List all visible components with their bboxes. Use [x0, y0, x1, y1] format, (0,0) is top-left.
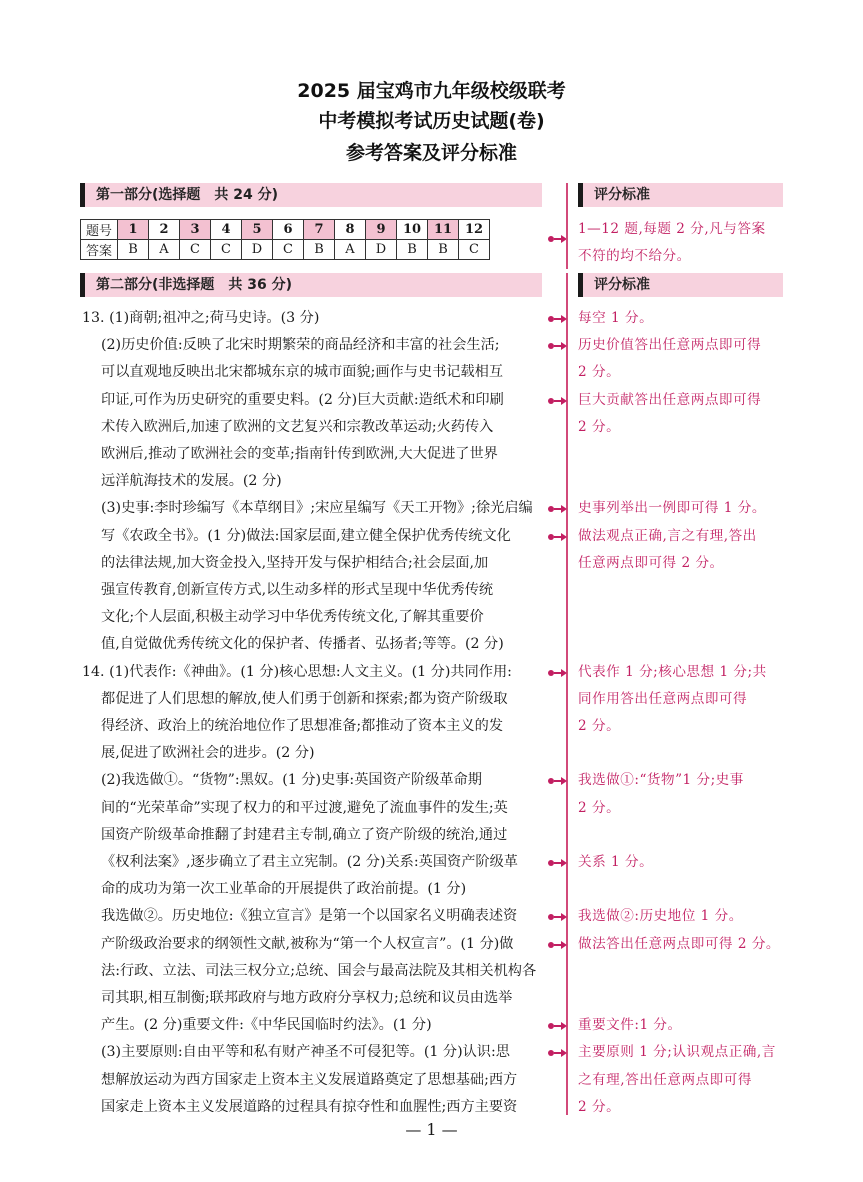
answer-cell: A — [149, 240, 180, 260]
answer-line: 国资产阶级革命推翻了封建君主专制,确立了资产阶级的统治,通过 — [101, 826, 508, 843]
note-arrow — [548, 777, 568, 785]
scoring-note — [578, 305, 788, 332]
answer-line: 《权利法案》,逐步确立了君主立宪制。(2 分)关系:英国资产阶级革 — [101, 854, 518, 871]
answer-line: 术传入欧洲后,加速了欧洲的文艺复兴和宗教改革运动;火药传入 — [101, 418, 494, 435]
note-arrow — [548, 235, 568, 243]
scoring-note — [578, 387, 788, 441]
question-number-cell: 4 — [211, 220, 242, 240]
scoring-note-line: 做法观点正确,言之有理,答出 — [578, 527, 757, 544]
part2-side-title: 评分标准 — [594, 277, 650, 293]
scoring-note — [578, 1012, 788, 1039]
part2-side-header — [578, 273, 783, 297]
part1-side-header — [578, 183, 783, 207]
note-line: 不符的均不给分。 — [578, 248, 691, 265]
scoring-note-line: 做法答出任意两点即可得 2 分。 — [578, 935, 781, 952]
answer-line: (3)主要原则:自由平等和私有财产神圣不可侵犯等。(1 分)认识:思 — [101, 1044, 510, 1061]
answer-line: 法:行政、立法、司法三权分立;总统、国会与最高法院及其相关机构各 — [101, 962, 537, 979]
scoring-note-line: 之有理,答出任意两点即可得 — [578, 1071, 752, 1088]
answer-line: 远洋航海技术的发展。(2 分) — [101, 473, 282, 490]
scoring-note-line: 任意两点即可得 2 分。 — [578, 554, 724, 571]
part2-title: 第二部分(非选择题 共 36 分) — [96, 277, 293, 293]
scoring-note — [578, 931, 788, 958]
answer-line: 写《农政全书》。(1 分)做法:国家层面,建立健全保护优秀传统文化 — [101, 527, 511, 544]
note-arrow — [548, 1049, 568, 1057]
scoring-note — [578, 1039, 788, 1121]
question-number-cell: 2 — [149, 220, 180, 240]
scoring-note — [578, 849, 788, 876]
scoring-note-line: 我选做②:历史地位 1 分。 — [578, 908, 743, 925]
scoring-note-line: 关系 1 分。 — [578, 854, 654, 870]
scoring-note-line: 2 分。 — [578, 718, 621, 734]
answer-cell: B — [304, 240, 335, 260]
answer-cell: C — [273, 240, 304, 260]
answer-cell: D — [242, 240, 273, 260]
question-number-cell: 11 — [428, 220, 459, 240]
note-arrow — [548, 913, 568, 921]
scoring-note — [578, 903, 788, 930]
scoring-note-line: 2 分。 — [578, 418, 621, 435]
answer-line: 值,自觉做优秀传统文化的保护者、传播者、弘扬者;等等。(2 分) — [101, 636, 504, 653]
scoring-note-line: 同作用答出任意两点即可得 — [578, 690, 748, 707]
row-label-answer: 答案 — [81, 240, 118, 260]
answer-line: 文化;个人层面,积极主动学习中华优秀传统文化,了解其重要价 — [101, 609, 484, 626]
note-arrow — [548, 315, 568, 323]
exam-title-line1: 2025 届宝鸡市九年级校级联考 — [297, 80, 566, 102]
part1-side-title: 评分标准 — [594, 187, 650, 203]
scoring-note — [578, 495, 788, 522]
scoring-note — [578, 332, 788, 386]
answer-cell: B — [397, 240, 428, 260]
answer-cell: B — [118, 240, 149, 260]
answer-line: 强宣传教育,创新宣传方式,以生动多样的形式呈现中华优秀传统 — [101, 582, 494, 599]
part2-header — [80, 273, 542, 297]
scoring-note-line: 主要原则 1 分;认识观点正确,言 — [578, 1044, 776, 1061]
scoring-note-line: 代表作 1 分;核心思想 1 分;共 — [578, 663, 767, 680]
answer-line: 欧洲后,推动了欧洲社会的变革;指南针传到欧洲,大大促进了世界 — [101, 446, 498, 463]
answer-line: 国家走上资本主义发展道路的过程具有掠夺性和血腥性;西方主要资 — [101, 1098, 518, 1115]
question-number-cell: 5 — [242, 220, 273, 240]
scoring-note — [578, 767, 788, 821]
note-arrow — [548, 859, 568, 867]
answer-cell: B — [428, 240, 459, 260]
divider-line-top — [566, 183, 568, 269]
answer-line: 印证,可作为历史研究的重要史料。(2 分)巨大贡献:造纸术和印刷 — [101, 391, 504, 408]
question-number-cell: 9 — [366, 220, 397, 240]
answer-line: 展,促进了欧洲社会的进步。(2 分) — [101, 745, 315, 762]
row-label-number: 题号 — [81, 220, 118, 240]
exam-title-line3: 参考答案及评分标准 — [345, 142, 517, 164]
answer-line: 间的“光荣革命”实现了权力的和平过渡,避免了流血事件的发生;英 — [101, 799, 508, 816]
scoring-note — [578, 659, 788, 741]
answer-line: 都促进了人们思想的解放,使人们勇于创新和探索;都为资产阶级取 — [101, 690, 508, 707]
question-number-cell: 1 — [118, 220, 149, 240]
scoring-note-line: 巨大贡献答出任意两点即可得 — [578, 391, 762, 408]
answer-line: 司其职,相互制衡;联邦政府与地方政府分享权力;总统和议员由选举 — [101, 990, 513, 1007]
answer-line: 想解放运动为西方国家走上资本主义发展道路奠定了思想基础;西方 — [101, 1071, 518, 1088]
exam-title-line2: 中考模拟考试历史试题(卷) — [318, 110, 545, 132]
scoring-note-line: 史事列举出一例即可得 1 分。 — [578, 500, 766, 517]
scoring-note-line: 每空 1 分。 — [578, 310, 654, 326]
scoring-note-line: 2 分。 — [578, 1098, 621, 1115]
scoring-note-line: 重要文件:1 分。 — [578, 1017, 682, 1034]
scoring-note-line: 历史价值答出任意两点即可得 — [578, 337, 762, 354]
part1-scoring-note — [578, 216, 788, 270]
answer-line: 14. (1)代表作:《神曲》。(1 分)核心思想:人文主义。(1 分)共同作用: — [82, 663, 512, 680]
answer-table-answer-row — [81, 240, 490, 260]
note-arrow — [548, 505, 568, 513]
question-number-cell: 3 — [180, 220, 211, 240]
note-arrow — [548, 397, 568, 405]
question-number-cell: 7 — [304, 220, 335, 240]
answer-cell: D — [366, 240, 397, 260]
part1-header — [80, 183, 542, 207]
question-number-cell: 8 — [335, 220, 366, 240]
answer-line: 可以直观地反映出北宋都城东京的城市面貌;画作与史书记载相互 — [101, 364, 504, 381]
scoring-note-line: 我选做①:“货物”1 分;史事 — [578, 772, 744, 789]
note-arrow — [548, 533, 568, 541]
answer-cell: C — [211, 240, 242, 260]
answer-line: (2)我选做①。“货物”:黑奴。(1 分)史事:英国资产阶级革命期 — [101, 772, 482, 789]
scoring-note-line: 2 分。 — [578, 799, 621, 816]
answer-table — [80, 219, 490, 260]
note-arrow — [548, 1022, 568, 1030]
question-number-cell: 10 — [397, 220, 428, 240]
answer-line: 得经济、政治上的统治地位作了思想准备;都推动了资本主义的发 — [101, 718, 504, 735]
note-arrow — [548, 342, 568, 350]
answer-line: 13. (1)商朝;祖冲之;荷马史诗。(3 分) — [82, 310, 320, 326]
answer-line: 产阶级政治要求的纲领性文献,被称为“第一个人权宣言”。(1 分)做 — [101, 935, 514, 952]
answer-cell: C — [459, 240, 490, 260]
question-number-cell: 6 — [273, 220, 304, 240]
answer-cell: C — [180, 240, 211, 260]
note-line: 1—12 题,每题 2 分,凡与答案 — [578, 221, 766, 237]
question-number-cell: 12 — [459, 220, 490, 240]
part1-title: 第一部分(选择题 共 24 分) — [96, 187, 279, 203]
answer-body — [82, 305, 548, 1121]
answer-line: 命的成功为第一次工业革命的开展提供了政治前提。(1 分) — [101, 881, 467, 898]
note-arrow — [548, 669, 568, 677]
answer-table-number-row — [81, 220, 490, 240]
page-number: — 1 — — [405, 1120, 458, 1139]
answer-cell: A — [335, 240, 366, 260]
scoring-note — [578, 523, 788, 577]
answer-line: 产生。(2 分)重要文件:《中华民国临时约法》。(1 分) — [101, 1017, 432, 1034]
answer-line: 我选做②。历史地位:《独立宣言》是第一个以国家名义明确表述资 — [101, 908, 518, 925]
note-arrow — [548, 941, 568, 949]
answer-line: 的法律法规,加大资金投入,坚持开发与保护相结合;社会层面,加 — [101, 554, 489, 571]
answer-line: (2)历史价值:反映了北宋时期繁荣的商品经济和丰富的社会生活; — [101, 337, 500, 354]
scoring-note-line: 2 分。 — [578, 364, 621, 381]
answer-line: (3)史事:李时珍编写《本草纲目》;宋应星编写《天工开物》;徐光启编 — [101, 500, 533, 517]
